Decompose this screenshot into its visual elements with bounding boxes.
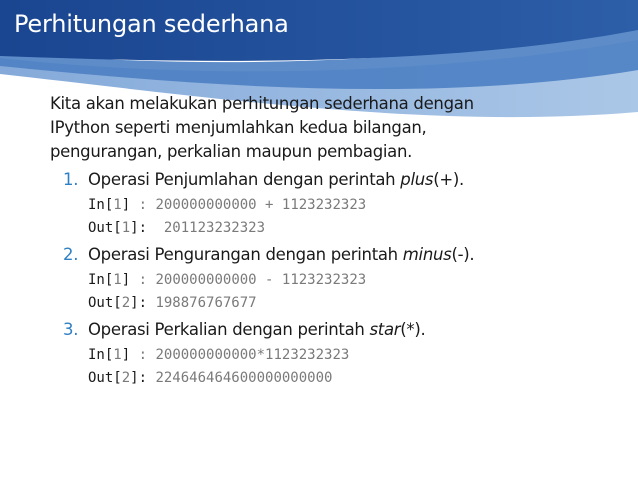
out-number: 1 xyxy=(121,220,131,236)
out-prompt: Out[ xyxy=(88,370,122,386)
slide-title: Perhitungan sederhana xyxy=(14,10,289,38)
operation-item-subtraction xyxy=(63,242,610,315)
list-number: 2. xyxy=(63,245,79,264)
list-number: 3. xyxy=(63,320,79,339)
in-number: 1 xyxy=(113,347,122,363)
operation-symbol: (*). xyxy=(400,320,426,339)
in-prompt: In[ xyxy=(88,272,114,288)
operation-symbol: (-). xyxy=(451,245,475,264)
code-block xyxy=(88,194,610,240)
operation-symbol: (+). xyxy=(433,170,464,189)
slide-body xyxy=(50,92,610,390)
intro-line: pengurangan, perkalian maupun pembagian. xyxy=(50,142,413,161)
operation-item-addition xyxy=(63,167,610,240)
code-input-line xyxy=(88,269,610,292)
in-prompt-close: ] xyxy=(121,272,131,288)
operation-heading xyxy=(63,242,610,267)
out-value: 198876767677 xyxy=(147,295,257,311)
intro-line: Kita akan melakukan perhitungan sederhana dengan xyxy=(50,94,474,113)
out-prompt: Out[ xyxy=(88,295,122,311)
out-prompt-close: ]: xyxy=(130,220,148,236)
out-prompt-close: ]: xyxy=(130,370,148,386)
operation-text: Operasi Penjumlahan dengan perintah xyxy=(88,170,401,189)
in-prompt-close: ] xyxy=(121,197,131,213)
out-number: 2 xyxy=(121,370,131,386)
in-prompt: In[ xyxy=(88,197,114,213)
in-expression: : 200000000000 + 1123232323 xyxy=(130,197,367,213)
out-value: 201123232323 xyxy=(147,220,266,236)
code-output-line xyxy=(88,217,610,240)
operation-text: Operasi Perkalian dengan perintah xyxy=(88,320,370,339)
intro-paragraph xyxy=(50,92,610,164)
out-value: 224646464600000000000 xyxy=(147,370,333,386)
code-input-line xyxy=(88,194,610,217)
out-number: 2 xyxy=(121,295,131,311)
intro-line: IPython seperti menjumlahkan kedua bilangan, xyxy=(50,118,427,137)
in-number: 1 xyxy=(113,272,122,288)
code-block xyxy=(88,269,610,315)
code-input-line xyxy=(88,344,610,367)
operation-text: Operasi Pengurangan dengan perintah xyxy=(88,245,403,264)
operation-keyword: plus xyxy=(400,170,434,189)
list-number: 1. xyxy=(63,170,79,189)
code-output-line xyxy=(88,367,610,390)
operation-keyword: star xyxy=(369,320,401,339)
operation-heading xyxy=(63,317,610,342)
in-expression: : 200000000000 - 1123232323 xyxy=(130,272,367,288)
in-prompt: In[ xyxy=(88,347,114,363)
operation-item-multiplication xyxy=(63,317,610,390)
out-prompt: Out[ xyxy=(88,220,122,236)
in-prompt-close: ] xyxy=(121,347,131,363)
in-expression: : 200000000000*1123232323 xyxy=(130,347,350,363)
operation-heading xyxy=(63,167,610,192)
operation-keyword: minus xyxy=(402,245,452,264)
out-prompt-close: ]: xyxy=(130,295,148,311)
code-block xyxy=(88,344,610,390)
code-output-line xyxy=(88,292,610,315)
in-number: 1 xyxy=(113,197,122,213)
operation-list xyxy=(50,167,610,390)
